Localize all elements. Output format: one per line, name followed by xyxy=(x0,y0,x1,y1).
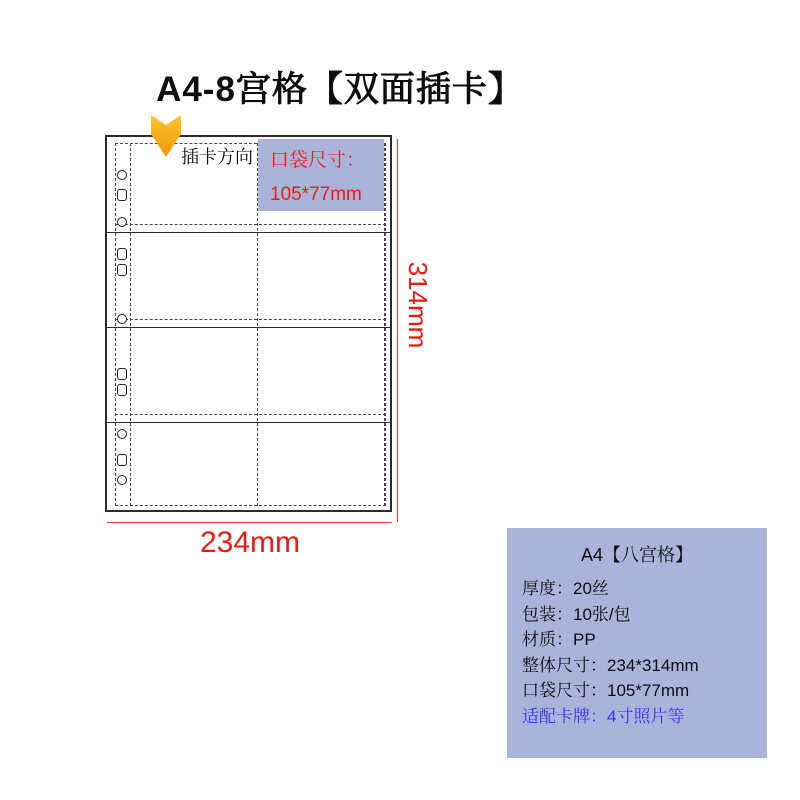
insert-direction-arrow-icon xyxy=(150,114,182,158)
punch-hole-square xyxy=(117,264,127,276)
spec-compatible-cards: 适配卡牌：4寸照片等 xyxy=(522,706,685,726)
punch-hole-round xyxy=(117,475,127,485)
spec-panel xyxy=(507,528,767,758)
punch-hole-round xyxy=(117,170,127,180)
spec-pocket-size: 口袋尺寸：105*77mm xyxy=(522,681,690,700)
width-dimension-line xyxy=(107,522,392,523)
pocket-size-callout xyxy=(258,139,384,211)
punch-hole-round xyxy=(117,314,127,324)
binding-strip-line xyxy=(130,143,131,506)
row-separator xyxy=(107,422,390,423)
spec-panel-title: A4【八宫格】 xyxy=(580,545,694,565)
pocket-page-diagram xyxy=(105,135,392,512)
punch-hole-square xyxy=(117,454,127,466)
page-title: A4-8宫格【双面插卡】 xyxy=(156,70,524,109)
pocket-size-label: 口袋尺寸： xyxy=(270,150,366,171)
row-separator xyxy=(107,327,390,328)
height-dimension-line xyxy=(397,139,398,522)
spec-overall-size: 整体尺寸：234*314mm xyxy=(522,655,699,675)
pocket-right-edge-line xyxy=(384,143,385,506)
spec-list xyxy=(522,576,767,729)
height-dimension-label: 314mm xyxy=(403,261,433,349)
spec-packaging: 包装：10张/包 xyxy=(522,604,631,624)
punch-hole-square xyxy=(117,384,127,396)
pocket-opening-line xyxy=(115,319,386,320)
pocket-opening-line xyxy=(115,224,386,225)
insert-direction-label: 插卡方向 xyxy=(181,147,253,167)
punch-hole-square xyxy=(117,189,127,201)
spec-thickness: 厚度：20丝 xyxy=(522,579,609,598)
punch-hole-round xyxy=(117,217,127,227)
row-separator xyxy=(107,232,390,233)
punch-hole-square xyxy=(117,368,127,380)
punch-hole-round xyxy=(117,429,127,439)
pocket-size-value: 105*77mm xyxy=(270,184,362,205)
pocket-opening-line xyxy=(115,414,386,415)
spec-material: 材质：PP xyxy=(522,630,596,649)
punch-hole-square xyxy=(117,248,127,260)
width-dimension-label: 234mm xyxy=(199,526,301,559)
